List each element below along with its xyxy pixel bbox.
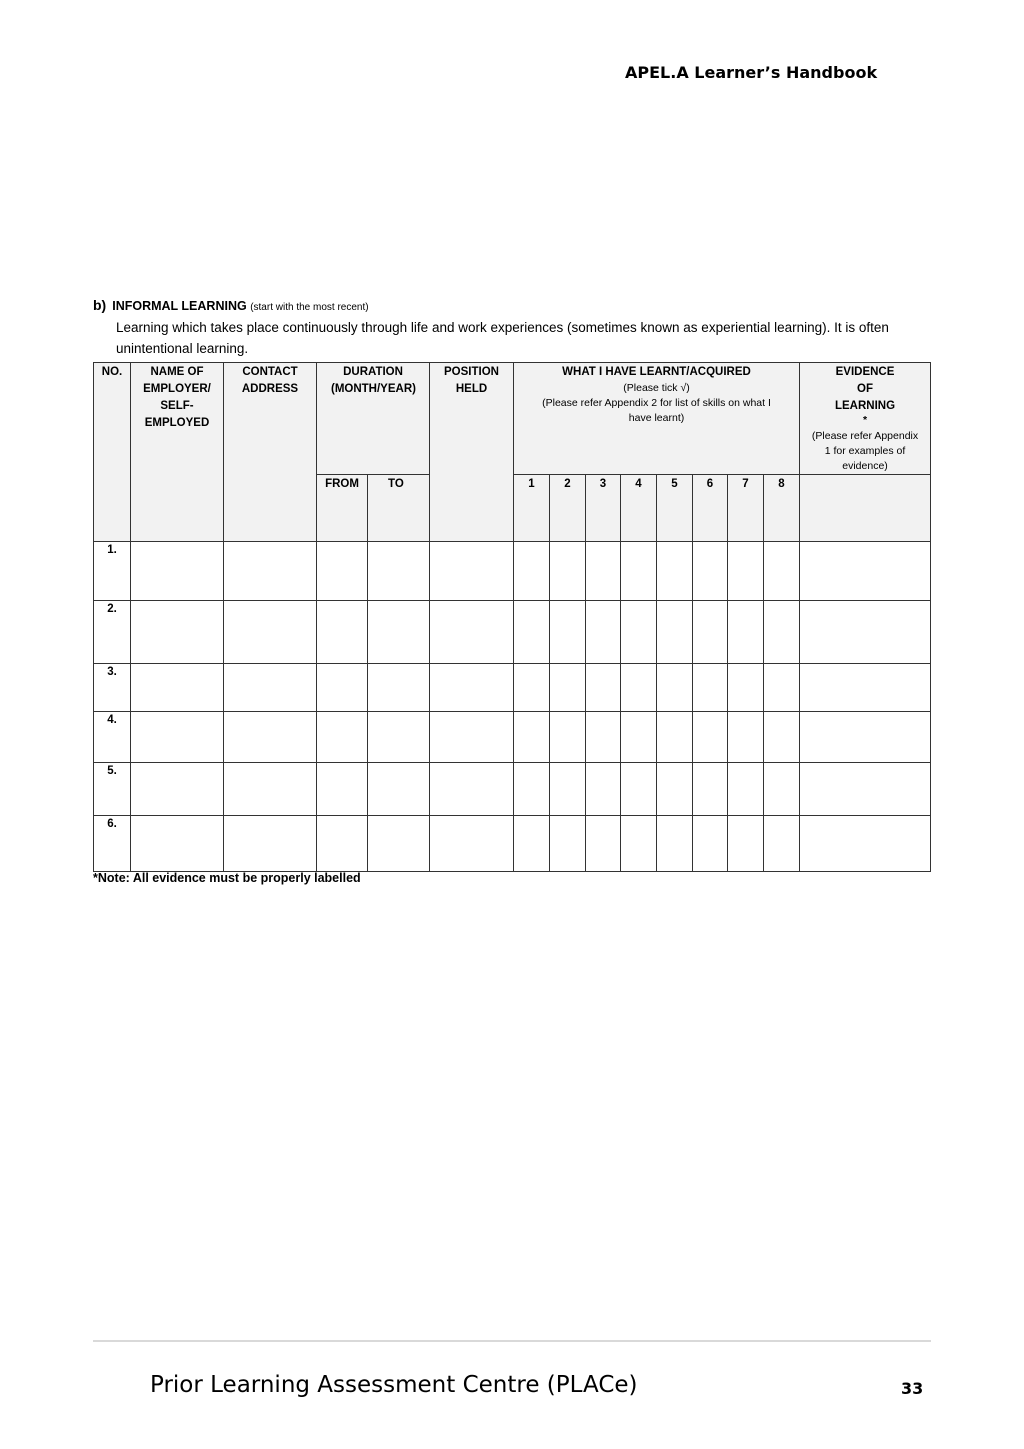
skill-tick-cell[interactable] [728, 542, 764, 601]
evidence-cell[interactable] [800, 664, 931, 712]
footer-divider [93, 1340, 931, 1342]
skill-number: 4 [621, 475, 657, 542]
skill-tick-cell[interactable] [764, 712, 800, 763]
header-evidence-star: * [862, 414, 868, 426]
position-cell[interactable] [430, 664, 514, 712]
evidence-subheader-blank [800, 475, 931, 542]
skill-tick-cell[interactable] [586, 816, 621, 872]
skill-tick-cell[interactable] [514, 664, 550, 712]
footer-centre-name: Prior Learning Assessment Centre (PLACe) [150, 1372, 638, 1398]
skill-tick-cell[interactable] [550, 542, 586, 601]
header-position [430, 363, 514, 542]
row-number: 2. [94, 601, 131, 664]
from-cell[interactable] [317, 601, 368, 664]
header-learnt-tick: (Please tick √) [623, 382, 690, 394]
table-row [94, 712, 931, 763]
skill-tick-cell[interactable] [764, 542, 800, 601]
header-address [224, 363, 317, 542]
from-cell[interactable] [317, 542, 368, 601]
skill-tick-cell[interactable] [586, 542, 621, 601]
employer-cell[interactable] [131, 763, 224, 816]
document-header-title: APEL.A Learner’s Handbook [625, 63, 878, 82]
from-cell[interactable] [317, 664, 368, 712]
header-duration [317, 363, 430, 475]
skill-tick-cell[interactable] [693, 664, 728, 712]
skill-tick-cell[interactable] [693, 763, 728, 816]
skill-tick-cell[interactable] [728, 763, 764, 816]
header-evidence-label: EVIDENCE OF LEARNING [834, 366, 896, 412]
header-employer-label: NAME OF EMPLOYER/ SELF-EMPLOYED [143, 366, 211, 429]
skill-tick-cell[interactable] [621, 763, 657, 816]
skill-tick-cell[interactable] [657, 601, 693, 664]
skill-number: 3 [586, 475, 621, 542]
skill-tick-cell[interactable] [657, 816, 693, 872]
section-title: INFORMAL LEARNING [112, 299, 247, 313]
row-number: 6. [94, 816, 131, 872]
header-learnt-refer: (Please refer Appendix 2 for list of skills on what I have learnt) [542, 397, 771, 424]
row-number: 4. [94, 712, 131, 763]
skill-tick-cell[interactable] [728, 816, 764, 872]
row-number: 1. [94, 542, 131, 601]
skill-tick-cell[interactable] [693, 712, 728, 763]
from-cell[interactable] [317, 763, 368, 816]
skill-tick-cell[interactable] [693, 816, 728, 872]
skill-tick-cell[interactable] [621, 664, 657, 712]
skill-number: 8 [764, 475, 800, 542]
skill-tick-cell[interactable] [693, 542, 728, 601]
row-number: 5. [94, 763, 131, 816]
skill-tick-cell[interactable] [728, 601, 764, 664]
to-cell[interactable] [368, 664, 430, 712]
skill-tick-cell[interactable] [514, 712, 550, 763]
header-no: NO. [94, 363, 131, 542]
informal-learning-table [93, 362, 931, 872]
table-row [94, 601, 931, 664]
section-letter: b) [93, 297, 107, 313]
skill-tick-cell[interactable] [514, 816, 550, 872]
skill-tick-cell[interactable] [657, 712, 693, 763]
employer-cell[interactable] [131, 664, 224, 712]
from-cell[interactable] [317, 816, 368, 872]
to-cell[interactable] [368, 763, 430, 816]
skill-tick-cell[interactable] [550, 816, 586, 872]
section-description: Learning which takes place continuously through life and work experiences (sometimes known as experiential learning). It is often unintentional learning. [116, 320, 889, 356]
address-cell[interactable] [224, 542, 317, 601]
table-row [94, 816, 931, 872]
skill-tick-cell[interactable] [550, 712, 586, 763]
employer-cell[interactable] [131, 542, 224, 601]
employer-cell[interactable] [131, 816, 224, 872]
table-row [94, 763, 931, 816]
skill-tick-cell[interactable] [621, 816, 657, 872]
header-address-label: CONTACT ADDRESS [241, 366, 299, 395]
address-cell[interactable] [224, 601, 317, 664]
skill-tick-cell[interactable] [693, 601, 728, 664]
evidence-note: *Note: All evidence must be properly labelled [93, 871, 361, 885]
position-cell[interactable] [430, 601, 514, 664]
skill-tick-cell[interactable] [764, 816, 800, 872]
skill-tick-cell[interactable] [586, 763, 621, 816]
from-cell[interactable] [317, 712, 368, 763]
header-to: TO [368, 475, 430, 542]
table-row [94, 664, 931, 712]
skill-number: 7 [728, 475, 764, 542]
position-cell[interactable] [430, 763, 514, 816]
skill-tick-cell[interactable] [657, 542, 693, 601]
skill-tick-cell[interactable] [621, 712, 657, 763]
header-employer [131, 363, 224, 542]
evidence-cell[interactable] [800, 712, 931, 763]
to-cell[interactable] [368, 816, 430, 872]
skill-tick-cell[interactable] [550, 601, 586, 664]
evidence-cell[interactable] [800, 763, 931, 816]
skill-tick-cell[interactable] [514, 763, 550, 816]
header-learnt-label: WHAT I HAVE LEARNT/ACQUIRED [562, 366, 751, 378]
skill-number: 6 [693, 475, 728, 542]
skill-tick-cell[interactable] [586, 664, 621, 712]
header-position-label: POSITION HELD [444, 366, 499, 395]
table-row [94, 542, 931, 601]
skill-number: 5 [657, 475, 693, 542]
skill-tick-cell[interactable] [764, 664, 800, 712]
to-cell[interactable] [368, 601, 430, 664]
skill-tick-cell[interactable] [621, 542, 657, 601]
page-number: 33 [901, 1379, 924, 1398]
skill-tick-cell[interactable] [728, 712, 764, 763]
address-cell[interactable] [224, 816, 317, 872]
header-learnt [514, 363, 800, 475]
evidence-cell[interactable] [800, 816, 931, 872]
skill-tick-cell[interactable] [514, 542, 550, 601]
address-cell[interactable] [224, 664, 317, 712]
employer-cell[interactable] [131, 601, 224, 664]
address-cell[interactable] [224, 763, 317, 816]
to-cell[interactable] [368, 712, 430, 763]
informal-learning-section [93, 297, 933, 359]
skill-tick-cell[interactable] [657, 763, 693, 816]
header-evidence [800, 363, 931, 475]
address-cell[interactable] [224, 712, 317, 763]
evidence-cell[interactable] [800, 542, 931, 601]
skill-tick-cell[interactable] [550, 763, 586, 816]
skill-tick-cell[interactable] [764, 763, 800, 816]
to-cell[interactable] [368, 542, 430, 601]
position-cell[interactable] [430, 712, 514, 763]
evidence-cell[interactable] [800, 601, 931, 664]
position-cell[interactable] [430, 542, 514, 601]
skill-tick-cell[interactable] [586, 601, 621, 664]
skill-tick-cell[interactable] [764, 601, 800, 664]
row-number: 3. [94, 664, 131, 712]
skill-number: 1 [514, 475, 550, 542]
section-hint: (start with the most recent) [250, 302, 369, 313]
skill-tick-cell[interactable] [586, 712, 621, 763]
section-heading [93, 297, 933, 313]
header-evidence-refer: (Please refer Appendix 1 for examples of evidence) [811, 430, 919, 472]
header-from: FROM [317, 475, 368, 542]
skill-tick-cell[interactable] [657, 664, 693, 712]
skill-tick-cell[interactable] [728, 664, 764, 712]
skill-number: 2 [550, 475, 586, 542]
skill-tick-cell[interactable] [550, 664, 586, 712]
position-cell[interactable] [430, 816, 514, 872]
employer-cell[interactable] [131, 712, 224, 763]
skill-tick-cell[interactable] [621, 601, 657, 664]
header-duration-label: DURATION (MONTH/YEAR) [331, 366, 416, 395]
skill-tick-cell[interactable] [514, 601, 550, 664]
